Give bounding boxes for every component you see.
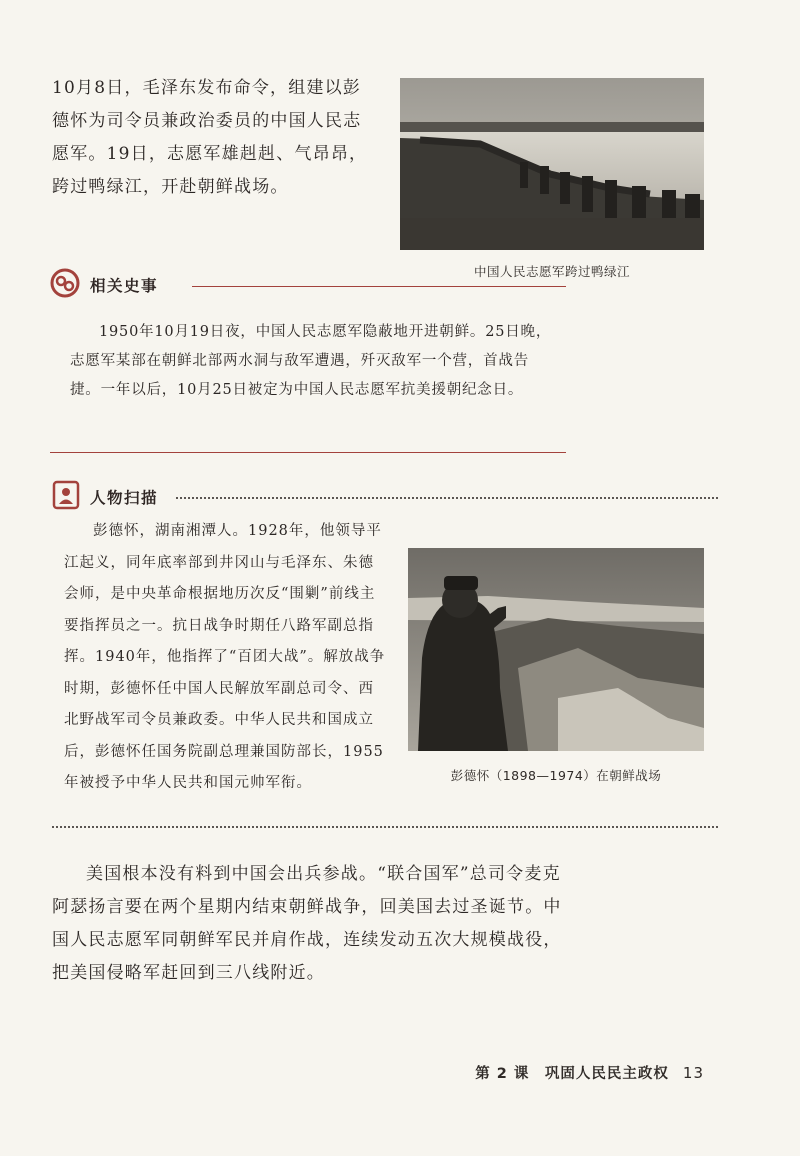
related-history-body: 1950年10月19日夜，中国人民志愿军隐蔽地开进朝鲜。25日晚，志愿军某部在朝鲜北部两水洞与敌军遭遇，歼灭敌军一个营，首战告捷。一年以后，10月25日被定为中国人民志愿军抗美援朝纪念日。 bbox=[70, 324, 552, 398]
intro-paragraph: 10月8日，毛泽东发布命令，组建以彭德怀为司令员兼政治委员的中国人民志愿军。19日，志愿军雄赳赳、气昂昂，跨过鸭绿江，开赴朝鲜战场。 bbox=[52, 78, 368, 197]
person-scan-bottom-rule bbox=[52, 826, 718, 828]
lesson-title: 第 2 课 巩固人民民主政权 bbox=[475, 1066, 669, 1082]
page-footer bbox=[475, 1062, 704, 1083]
peng-dehuai-image bbox=[408, 548, 704, 751]
peng-dehuai-photo bbox=[408, 548, 704, 751]
related-history-icon bbox=[50, 268, 80, 302]
person-scan-header bbox=[52, 480, 158, 514]
related-history-title: 相关史事 bbox=[90, 277, 159, 295]
yalu-photo-caption: 中国人民志愿军跨过鸭绿江 bbox=[473, 264, 630, 279]
peng-photo-caption: 彭德怀（1898—1974）在朝鲜战场 bbox=[450, 768, 662, 783]
yalu-crossing-photo bbox=[400, 78, 704, 250]
related-history-top-rule bbox=[192, 286, 566, 287]
person-scan-icon bbox=[52, 480, 80, 514]
page-number: 13 bbox=[682, 1064, 704, 1082]
person-scan-top-rule bbox=[176, 497, 718, 499]
closing-paragraph: 美国根本没有料到中国会出兵参战。“联合国军”总司令麦克阿瑟扬言要在两个星期内结束朝鲜战争，回美国去过圣诞节。中国人民志愿军同朝鲜军民并肩作战，连续发动五次大规模战役，把美国侵略军赶回到三八线附近。 bbox=[52, 864, 562, 983]
yalu-crossing-image bbox=[400, 78, 704, 250]
related-history-bottom-rule bbox=[50, 452, 566, 453]
person-scan-body: 彭德怀，湖南湘潭人。1928年，他领导平江起义，同年底率部到井冈山与毛泽东、朱德会师，是中央革命根据地历次反“围剿”前线主要指挥员之一。抗日战争时期任八路军副总指挥。1940年，他指挥了“百团大战”。解放战争时期，彭德怀任中国人民解放军副总司令、西北野战军司令员兼政委。中华人民共和国成立后，彭德怀任国务院副总理兼国防部长，1955年被授予中华人民共和国元帅军衔。 bbox=[64, 523, 386, 791]
related-history-header bbox=[50, 268, 158, 302]
person-scan-title: 人物扫描 bbox=[90, 489, 159, 507]
